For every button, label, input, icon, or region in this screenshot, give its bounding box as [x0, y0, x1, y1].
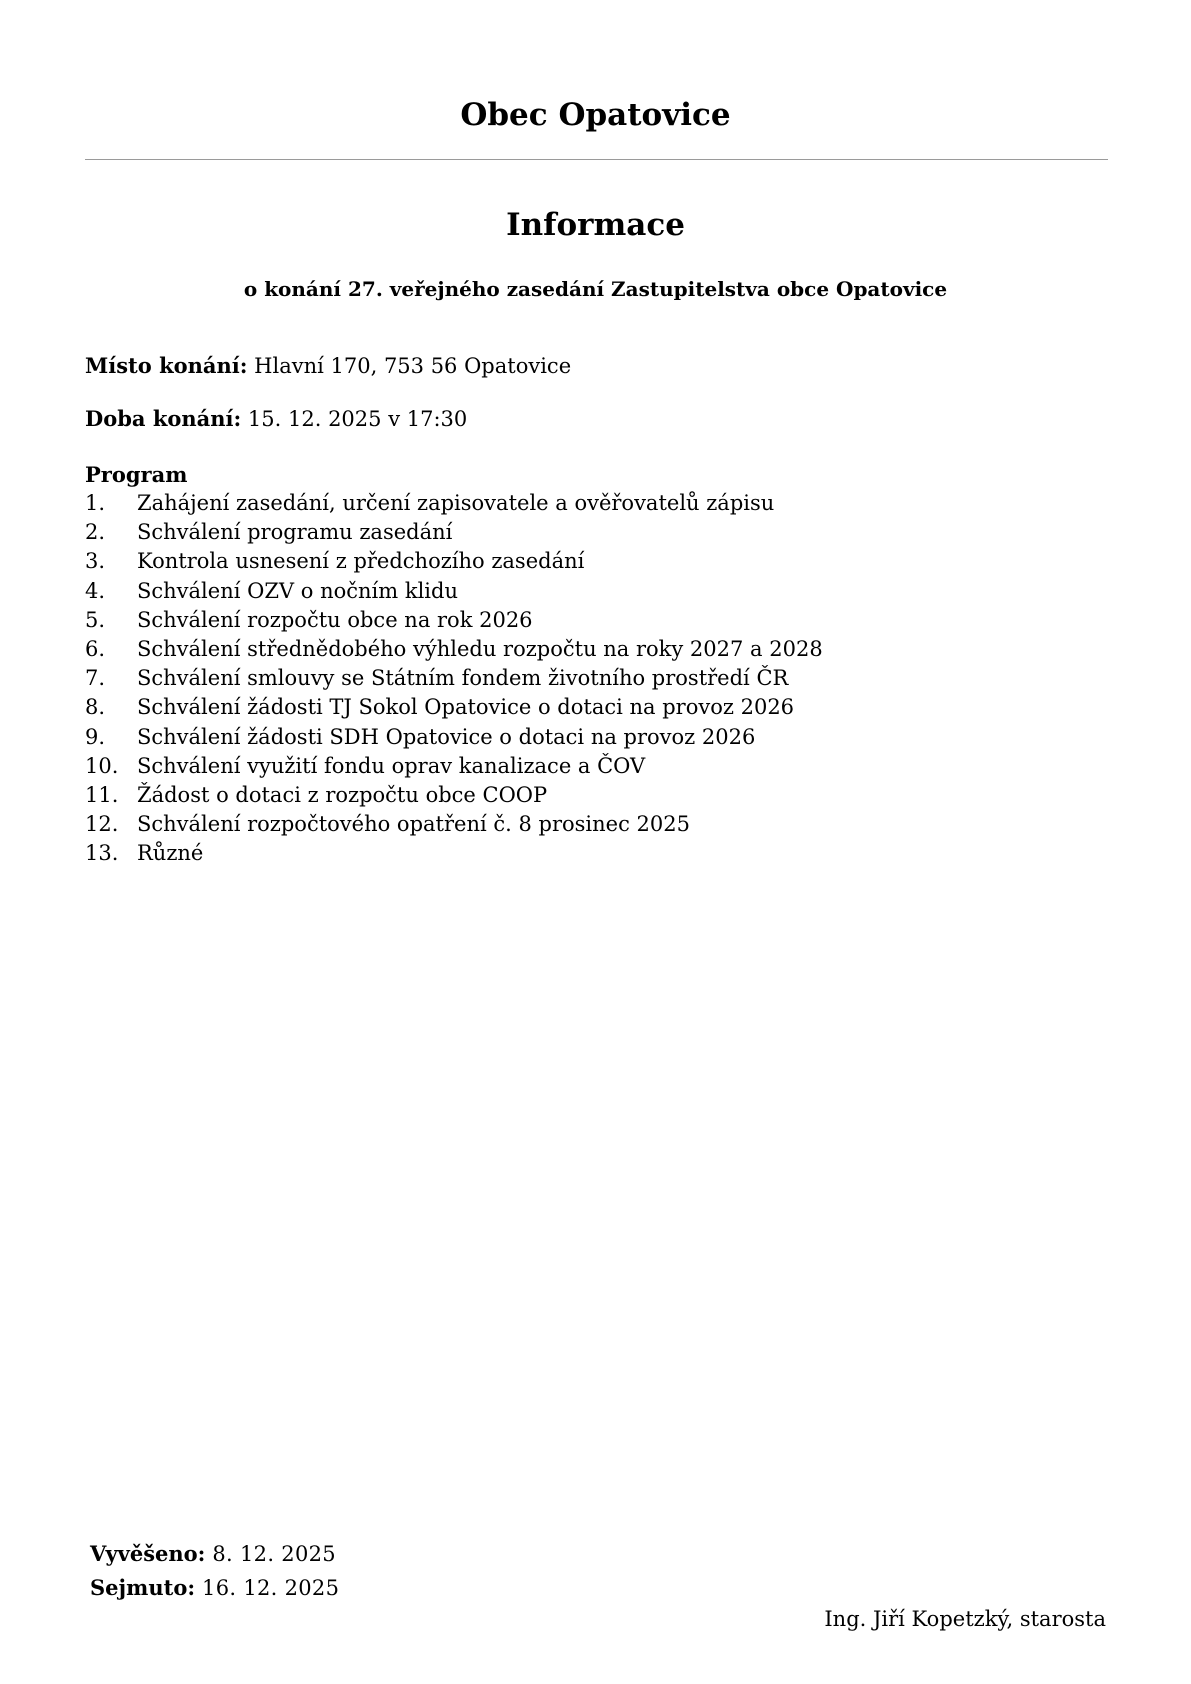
agenda-item-text: Žádost o dotaci z rozpočtu obce COOP: [137, 782, 548, 807]
agenda-item-number: 8.: [85, 695, 106, 720]
agenda-item-number: 12.: [85, 812, 119, 837]
time-label: Doba konání:: [85, 406, 242, 431]
agenda-item: [85, 752, 823, 781]
agenda-item: [85, 489, 823, 518]
agenda-item-text: Různé: [137, 841, 204, 866]
place-value: Hlavní 170, 753 56 Opatovice: [247, 354, 572, 378]
time-value: 15. 12. 2025 v 17:30: [241, 407, 468, 431]
agenda-item-text: Zahájení zasedání, určení zapisovatele a ověřovatelů zápisu: [137, 491, 775, 515]
program-heading: Program: [85, 462, 188, 487]
municipality-header: Obec Opatovice: [460, 97, 731, 133]
posted-line: [90, 1540, 336, 1568]
agenda-item: [85, 810, 823, 839]
document-subtitle: o konání 27. veřejného zasedání Zastupitelstva obce Opatovice: [243, 277, 948, 301]
posted-label: Vyvěšeno:: [90, 1541, 206, 1566]
removed-line: [90, 1574, 339, 1602]
posted-value: 8. 12. 2025: [205, 1542, 336, 1566]
agenda-item-text: Schválení žádosti SDH Opatovice o dotaci na provoz 2026: [137, 724, 756, 749]
agenda-item-number: 2.: [85, 520, 106, 545]
agenda-item: [85, 723, 823, 752]
time-line: [85, 405, 467, 433]
removed-value: 16. 12. 2025: [195, 1576, 340, 1600]
agenda-item: [85, 664, 823, 693]
agenda-item-text: Schválení OZV o nočním klidu: [137, 578, 458, 603]
agenda-item-number: 6.: [85, 636, 106, 661]
agenda-item-number: 1.: [85, 491, 106, 515]
agenda-item-text: Schválení žádosti TJ Sokol Opatovice o dotaci na provoz 2026: [137, 695, 795, 720]
agenda-item: [85, 547, 823, 576]
agenda-item-number: 5.: [85, 607, 106, 632]
agenda-item: [85, 839, 823, 868]
agenda-item-number: 11.: [85, 782, 119, 807]
agenda-item-text: Schválení smlouvy se Státním fondem životního prostředí ČR: [137, 666, 789, 691]
agenda-item-number: 4.: [85, 578, 106, 603]
signature: Ing. Jiří Kopetzký, starosta: [824, 1607, 1106, 1631]
agenda-item-text: Schválení využití fondu oprav kanalizace a ČOV: [137, 753, 646, 778]
place-line: [85, 352, 571, 380]
agenda-item: [85, 518, 823, 547]
removed-label: Sejmuto:: [90, 1575, 196, 1600]
header-divider: [85, 159, 1108, 160]
agenda-list: [85, 489, 823, 868]
agenda-item-number: 13.: [85, 841, 119, 866]
agenda-item: [85, 781, 823, 810]
document-title: Informace: [506, 207, 685, 243]
agenda-item-text: Schválení střednědobého výhledu rozpočtu na roky 2027 a 2028: [137, 636, 823, 661]
agenda-item-text: Kontrola usnesení z předchozího zasedání: [137, 549, 585, 574]
agenda-item-text: Schválení rozpočtového opatření č. 8 prosinec 2025: [137, 812, 690, 837]
agenda-item-number: 3.: [85, 549, 106, 574]
place-label: Místo konání:: [85, 353, 248, 378]
agenda-item: [85, 606, 823, 635]
agenda-item: [85, 635, 823, 664]
agenda-item-number: 7.: [85, 666, 106, 691]
agenda-item-text: Schválení rozpočtu obce na rok 2026: [137, 607, 533, 632]
agenda-item-text: Schválení programu zasedání: [137, 520, 453, 545]
agenda-item: [85, 577, 823, 606]
agenda-item-number: 9.: [85, 724, 106, 749]
agenda-item-number: 10.: [85, 753, 119, 778]
agenda-item: [85, 693, 823, 722]
